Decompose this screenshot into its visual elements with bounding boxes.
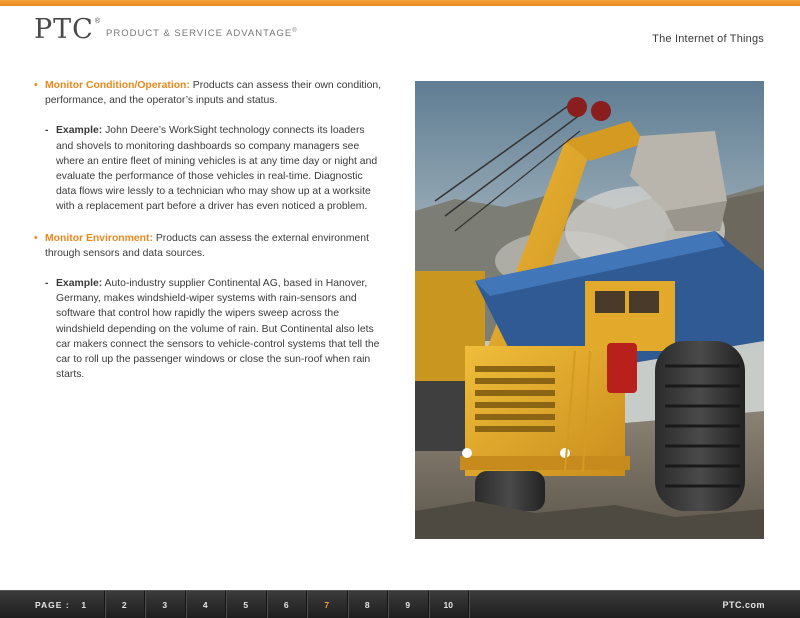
example-continental <box>34 276 384 382</box>
page-link-4[interactable]: 4 <box>186 591 227 618</box>
logo-tagline-registered: ® <box>292 27 298 34</box>
top-accent-stripe <box>0 0 800 6</box>
bullet-heading: Monitor Condition/Operation: <box>45 80 190 91</box>
page-link-2[interactable]: 2 <box>105 591 146 618</box>
logo-registered-mark: ® <box>94 18 101 25</box>
page-navigation <box>64 591 469 618</box>
page-link-3[interactable]: 3 <box>145 591 186 618</box>
example-john-deere <box>34 123 384 214</box>
bullet-monitor-environment <box>34 231 384 261</box>
page-link-6[interactable]: 6 <box>267 591 308 618</box>
bullet-text: Products can assess their own condition, performance, and the operator’s inputs and status. <box>45 80 382 107</box>
ptc-logo[interactable] <box>34 16 298 43</box>
page-link-1[interactable]: 1 <box>64 591 105 618</box>
bullet-icon: • <box>34 232 38 244</box>
bullet-heading: Monitor Environment: <box>45 232 153 244</box>
main-content <box>34 78 384 398</box>
example-label: Example: <box>56 125 103 137</box>
mining-truck-photo <box>415 81 764 539</box>
page-link-10[interactable]: 10 <box>429 591 470 618</box>
bullet-text: Products can assess the external environment through sensors and data sources. <box>45 232 369 259</box>
logo-mark: PTC <box>34 14 94 45</box>
page-label: PAGE : <box>35 600 70 610</box>
page-link-8[interactable]: 8 <box>348 591 389 618</box>
section-title: The Internet of Things <box>652 33 764 45</box>
page-link-9[interactable]: 9 <box>388 591 429 618</box>
example-label: Example: <box>56 278 103 290</box>
bullet-icon: • <box>34 80 38 91</box>
page-link-7-current[interactable]: 7 <box>307 591 348 618</box>
bullet-monitor-condition <box>34 78 384 108</box>
footer-bar <box>0 590 800 618</box>
page-link-5[interactable]: 5 <box>226 591 267 618</box>
dash-icon: - <box>45 278 49 290</box>
ptc-site-link[interactable]: PTC.com <box>722 600 765 610</box>
logo-tagline <box>106 28 298 39</box>
example-text: John Deere’s WorkSight technology connects its loaders and shovels to monitoring dashboards so company managers see where an entire fleet of mining vehicles is at any time day or night and evaluate the performance of those vehicles in real-time. Diagnostic data flows wire lessly to a technician who may show up at a worksite with a replacement part before a driver has even noticed a problem. <box>56 125 378 213</box>
logo-tagline-text: PRODUCT & SERVICE ADVANTAGE <box>106 28 293 39</box>
example-text: Auto-industry supplier Continental AG, based in Hanover, Germany, makes windshield-wiper systems with rain-sensors and software that control how rapidly the wipers sweep across the windshield depending on the volume of rain. But Continental also lets car makers connect the sensors to vehicle-control systems that tell the car to roll up the passenger windows or close the sun-roof when rain starts. <box>56 278 380 381</box>
dash-icon: - <box>45 125 49 137</box>
